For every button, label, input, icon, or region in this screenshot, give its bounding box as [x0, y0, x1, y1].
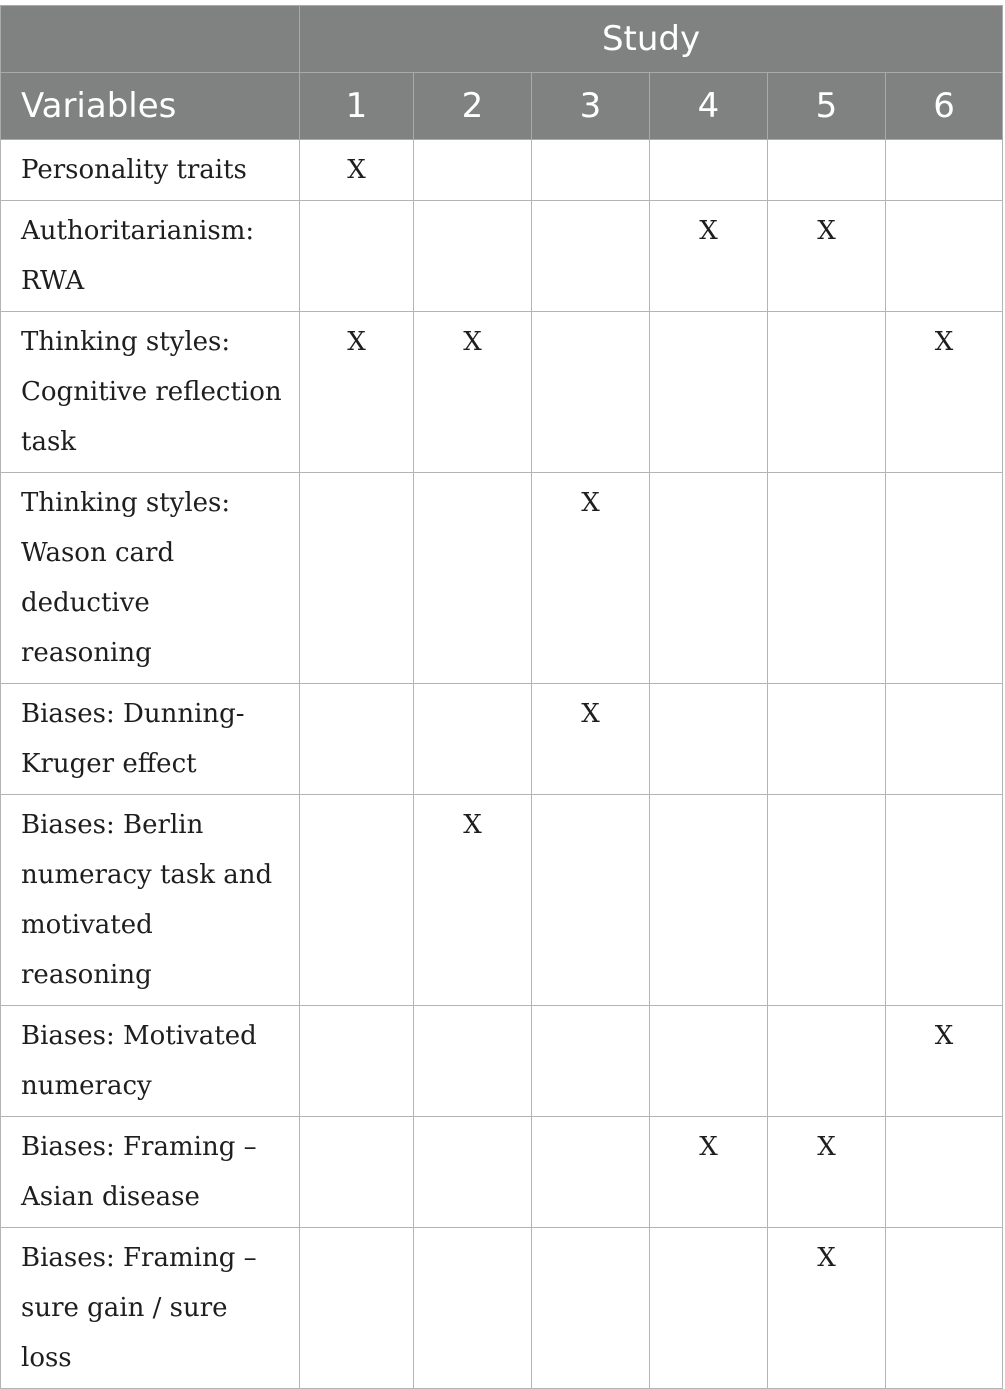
study-mark-cell: [532, 312, 650, 473]
study-mark-cell: [532, 1117, 650, 1228]
study-mark-cell: [886, 1228, 1003, 1389]
study-mark-cell: [300, 684, 414, 795]
study-mark-cell: [414, 684, 532, 795]
table-row: [1, 473, 1003, 684]
table-row: [1, 684, 1003, 795]
variable-cell: Biases: Dunning-Kruger effect: [1, 684, 300, 795]
study-mark-cell: X: [886, 312, 1003, 473]
study-mark-cell: X: [768, 1228, 886, 1389]
study-number-header: 4: [650, 73, 768, 140]
study-mark-cell: X: [650, 1117, 768, 1228]
study-mark-cell: [300, 795, 414, 1006]
table-row: [1, 140, 1003, 201]
study-mark-cell: [886, 684, 1003, 795]
study-mark-cell: [300, 1228, 414, 1389]
table-row: [1, 1117, 1003, 1228]
variable-cell: Biases: Berlin numeracy task and motivated reasoning: [1, 795, 300, 1006]
variable-cell: Biases: Framing – sure gain / sure loss: [1, 1228, 300, 1389]
study-mark-cell: [414, 140, 532, 201]
study-mark-cell: [768, 473, 886, 684]
study-mark-cell: [650, 140, 768, 201]
study-mark-cell: [650, 1006, 768, 1117]
study-mark-cell: [886, 1117, 1003, 1228]
study-mark-cell: X: [886, 1006, 1003, 1117]
study-mark-cell: [532, 1228, 650, 1389]
table-row: [1, 1006, 1003, 1117]
study-mark-cell: [532, 1006, 650, 1117]
study-mark-cell: [650, 312, 768, 473]
study-mark-cell: X: [650, 201, 768, 312]
study-mark-cell: X: [768, 201, 886, 312]
study-mark-cell: X: [532, 473, 650, 684]
study-mark-cell: X: [532, 684, 650, 795]
variable-cell: Biases: Motivated numeracy: [1, 1006, 300, 1117]
study-number-header: 1: [300, 73, 414, 140]
study-mark-cell: [300, 1006, 414, 1117]
study-mark-cell: [768, 795, 886, 1006]
study-mark-cell: [650, 1228, 768, 1389]
study-mark-cell: [650, 473, 768, 684]
header-empty-cell: [1, 6, 300, 73]
study-mark-cell: X: [768, 1117, 886, 1228]
study-mark-cell: X: [300, 140, 414, 201]
variable-cell: Authoritarianism: RWA: [1, 201, 300, 312]
variable-cell: Personality traits: [1, 140, 300, 201]
variable-cell: Thinking styles: Wason card deductive reasoning: [1, 473, 300, 684]
study-mark-cell: [650, 795, 768, 1006]
study-mark-cell: [300, 1117, 414, 1228]
study-variables-table: [0, 5, 1003, 1389]
study-mark-cell: [300, 201, 414, 312]
table-row: [1, 1228, 1003, 1389]
study-mark-cell: X: [300, 312, 414, 473]
study-mark-cell: [886, 140, 1003, 201]
study-mark-cell: [414, 201, 532, 312]
study-mark-cell: [886, 795, 1003, 1006]
variables-header: Variables: [1, 73, 300, 140]
variable-cell: Biases: Framing – Asian disease: [1, 1117, 300, 1228]
study-mark-cell: [768, 1006, 886, 1117]
table-header: [1, 6, 1003, 140]
study-mark-cell: [886, 473, 1003, 684]
study-mark-cell: [768, 312, 886, 473]
study-mark-cell: X: [414, 312, 532, 473]
study-mark-cell: [886, 201, 1003, 312]
study-number-header: 5: [768, 73, 886, 140]
table-row: [1, 201, 1003, 312]
study-mark-cell: [532, 201, 650, 312]
study-group-header: Study: [300, 6, 1003, 73]
study-mark-cell: [414, 473, 532, 684]
study-number-header: 3: [532, 73, 650, 140]
study-mark-cell: [768, 140, 886, 201]
study-mark-cell: [532, 140, 650, 201]
study-mark-cell: [650, 684, 768, 795]
study-mark-cell: X: [414, 795, 532, 1006]
study-mark-cell: [414, 1117, 532, 1228]
study-mark-cell: [414, 1006, 532, 1117]
study-mark-cell: [768, 684, 886, 795]
table-body: [1, 140, 1003, 1389]
study-mark-cell: [414, 1228, 532, 1389]
header-row-study: [1, 6, 1003, 73]
header-row-columns: [1, 73, 1003, 140]
study-number-header: 6: [886, 73, 1003, 140]
table-row: [1, 312, 1003, 473]
variable-cell: Thinking styles: Cognitive reflection task: [1, 312, 300, 473]
table-row: [1, 795, 1003, 1006]
study-mark-cell: [300, 473, 414, 684]
study-mark-cell: [532, 795, 650, 1006]
study-number-header: 2: [414, 73, 532, 140]
